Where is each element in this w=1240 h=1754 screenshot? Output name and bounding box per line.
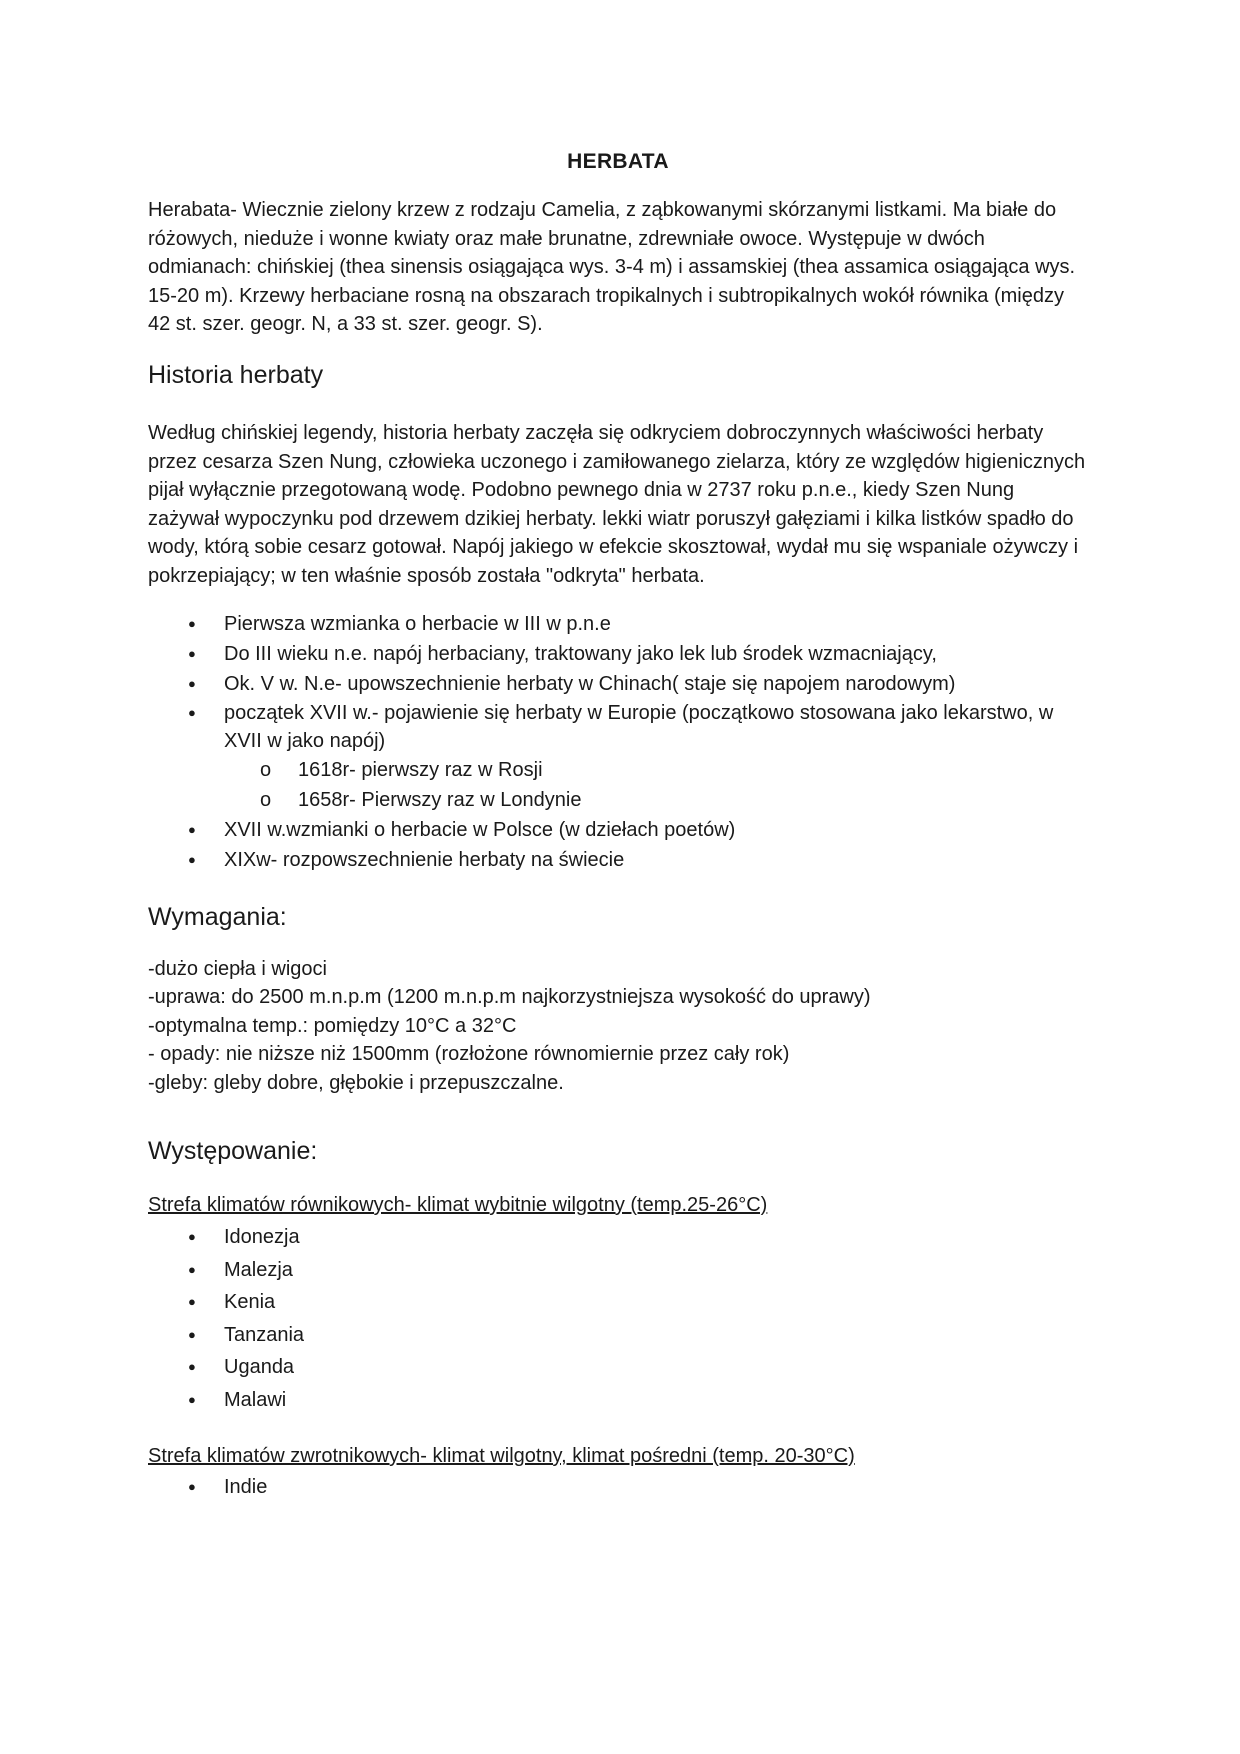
list-item: ● początek XVII w.- pojawienie się herbaty w Europie (początkowo stosowana jako lekarstwo, w XVII w jako napój) bbox=[148, 699, 1088, 755]
requirement-line: -dużo ciepła i wigoci bbox=[148, 957, 327, 980]
requirements-list bbox=[148, 955, 1088, 1098]
list-item: ● XVII w.wzmianki o herbacie w Polsce (w dziełach poetów) bbox=[148, 815, 1088, 845]
requirements-heading: Wymagania: bbox=[148, 902, 287, 931]
requirement-line: - opady: nie niższe niż 1500mm (rozłożone równomiernie przez cały rok) bbox=[148, 1043, 790, 1066]
list-item: ● Pierwsza wzmianka o herbacie w III w p.n.e bbox=[148, 609, 1088, 639]
requirement-line: -optymalna temp.: pomiędzy 10°C a 32°C bbox=[148, 1014, 517, 1037]
zone-heading-tropical: Strefa klimatów zwrotnikowych- klimat wilgotny, klimat pośredni (temp. 20-30°C) bbox=[148, 1445, 855, 1468]
list-item: ● Do III wieku n.e. napój herbaciany, traktowany jako lek lub środek wzmacniający, bbox=[148, 639, 1088, 669]
list-item: ● Malawi bbox=[148, 1384, 1088, 1417]
zone-heading-equatorial: Strefa klimatów równikowych- klimat wybitnie wilgotny (temp.25-26°C) bbox=[148, 1194, 768, 1217]
list-item: o 1618r- pierwszy raz w Rosji bbox=[148, 755, 1088, 785]
list-item: ● Malezja bbox=[148, 1254, 1088, 1287]
intro-paragraph: Herabata- Wiecznie zielony krzew z rodzaju Camelia, z ząbkowanymi skórzanymi listkami. Ma białe do różowych, nieduże i wonne kwiaty oraz małe brunatne, zdrewniałe owoce. Występuje w dwóch odmianach: chińskiej (thea sinensis osiągająca wys. 3-4 m) i assamskiej (thea assamica osiągająca wys. 15-20 m). Krzewy herbaciane rosną na obszarach tropikalnych i subtropikalnych wokół równika (między 42 st. szer. geogr. N, a 33 st. szer. geogr. S). bbox=[148, 199, 1076, 336]
list-item: ● XIXw- rozpowszechnienie herbaty na świecie bbox=[148, 845, 1088, 875]
requirement-line: -gleby: gleby dobre, głębokie i przepuszczalne. bbox=[148, 1071, 564, 1094]
occurrence-heading: Występowanie: bbox=[148, 1137, 318, 1166]
list-item: ● Kenia bbox=[148, 1286, 1088, 1319]
history-bullet-list-continued bbox=[148, 815, 1088, 875]
list-item: ● Uganda bbox=[148, 1351, 1088, 1384]
history-bullet-list bbox=[148, 609, 1088, 755]
document-page bbox=[148, 150, 1088, 1502]
document-title: HERBATA bbox=[567, 150, 669, 173]
requirement-line: -uprawa: do 2500 m.n.p.m (1200 m.n.p.m najkorzystniejsza wysokość do uprawy) bbox=[148, 986, 871, 1009]
list-item: ● Idonezja bbox=[148, 1221, 1088, 1254]
history-paragraph: Według chińskiej legendy, historia herbaty zaczęła się odkryciem dobroczynnych właściwości herbaty przez cesarza Szen Nung, człowieka uczonego i zamiłowanego zielarza, który ze względów higienicznych pijał wyłącznie przegotowaną wodę. Podobno pewnego dnia w 2737 roku p.n.e., kiedy Szen Nung zażywał wypoczynku pod drzewem dzikiej herbaty. lekki wiatr poruszył gałęziami i kilka listków spadło do wody, którą sobie cesarz gotował. Napój jakiego w efekcie skosztował, wydał mu się wspaniale ożywczy i pokrzepiający; w ten właśnie sposób została "odkryta" herbata. bbox=[148, 421, 1086, 587]
equatorial-country-list bbox=[148, 1221, 1088, 1416]
history-sub-bullet-list bbox=[148, 755, 1088, 815]
tropical-country-list bbox=[148, 1472, 1088, 1502]
list-item: o 1658r- Pierwszy raz w Londynie bbox=[148, 785, 1088, 815]
history-heading: Historia herbaty bbox=[148, 360, 324, 389]
list-item: ● Tanzania bbox=[148, 1319, 1088, 1352]
list-item: ● Indie bbox=[148, 1472, 1088, 1502]
list-item: ● Ok. V w. N.e- upowszechnienie herbaty w Chinach( staje się napojem narodowym) bbox=[148, 669, 1088, 699]
